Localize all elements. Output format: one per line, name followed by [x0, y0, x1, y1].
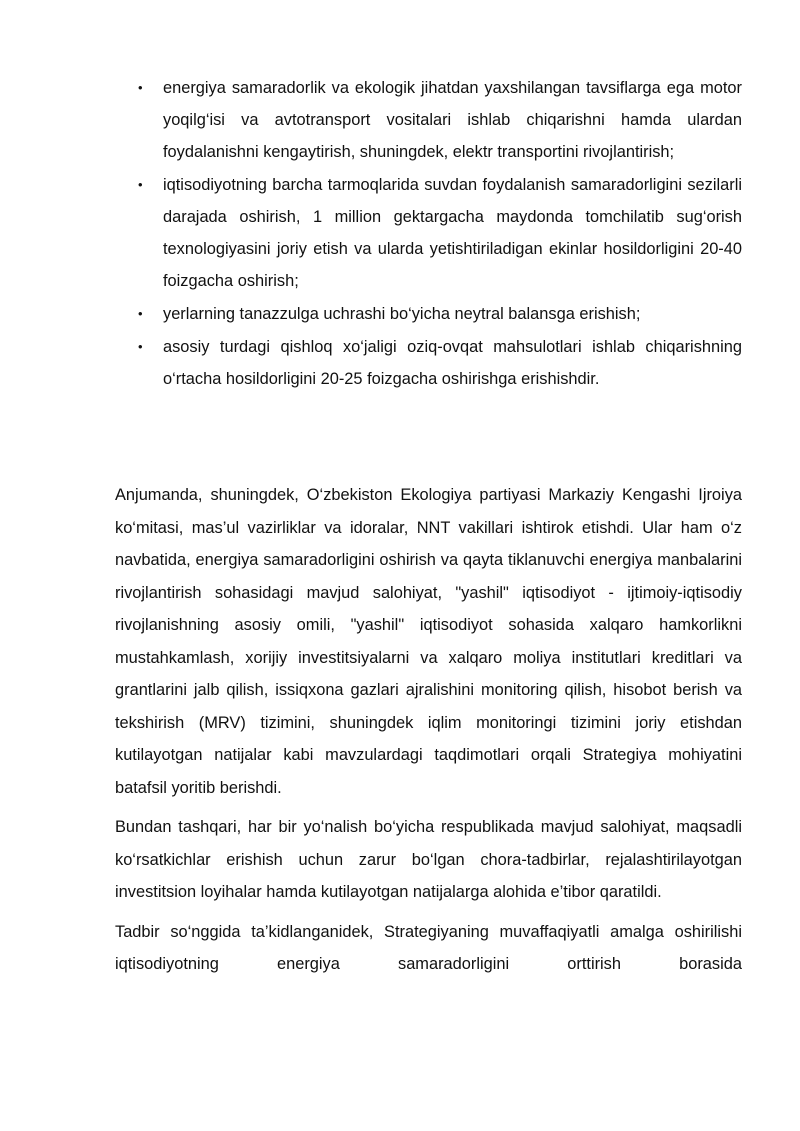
bullet-item [134, 298, 742, 330]
bullet-dot-icon: • [138, 339, 143, 354]
paragraph: Anjumanda, shuningdek, O‘zbekiston Ekologiya partiyasi Markaziy Kengashi Ijroiya ko‘mitasi, mas’ul vazirliklar va idoralar, NNT vakillari ishtirok etishdi. Ular ham o‘z navbatida, energiya samaradorligini oshirish va qayta tiklanuvchi energiya manbalarini rivojlantirish sohasidagi mavjud salohiyat, "yashil" iqtisodiyot - ijtimoiy-iqtisodiy rivojlanishning asosiy omili, "yashil" iqtisodiyot sohasida xalqaro hamkorlikni mustahkamlash, xorijiy investitsiyalarni va xalqaro moliya institutlari kreditlari va grantlarini jalb qilish, issiqxona gazlari ajralishini monitoring qilish, hisobot berish va tekshirish (MRV) tizimini, shuningdek iqlim monitoringi tizimini joriy etishdan kutilayotgan natijalar kabi mavzulardagi taqdimotlari orqali Strategiya mohiyatini batafsil yoritib berishdi. [115, 486, 742, 797]
paragraph: Bundan tashqari, har bir yo‘nalish bo‘yicha respublikada mavjud salohiyat, maqsadli ko‘rsatkichlar erishish uchun zarur bo‘lgan chora-tadbirlar, rejalashtirilayotgan investitsion loyihalar hamda kutilayotgan natijalarga alohida e’tibor qaratildi. [115, 818, 742, 901]
bullet-text: yerlarning tanazzulga uchrashi bo‘yicha neytral balansga erishish; [163, 305, 641, 323]
body-text [115, 479, 742, 988]
bullet-dot-icon: • [138, 80, 143, 95]
paragraph: Tadbir so‘nggida ta’kidlanganidek, Strategiyaning muvaffaqiyatli amalga oshirilishi iqtisodiyotning energiya samaradorligini orttirish borasida [115, 922, 742, 973]
bullet-text: asosiy turdagi qishloq xo‘jaligi oziq-ovqat mahsulotlari ishlab chiqarishning o‘rtacha hosildorligini 20-25 foizgacha oshirishga erishishdir. [163, 338, 742, 388]
bullet-item [134, 72, 742, 168]
bullet-text: iqtisodiyotning barcha tarmoqlarida suvdan foydalanish samaradorligini sezilarli darajada oshirish, 1 million gektargacha maydonda tomchilatib sug‘orish texnologiyasini joriy etish va ularda yetishtiriladigan ekinlar hosildorligini 20-40 foizgacha oshirish; [163, 176, 742, 290]
bullet-text: energiya samaradorlik va ekologik jihatdan yaxshilangan tavsiflarga ega motor yoqilg‘isi va avtotransport vositalari ishlab chiqarishni hamda ulardan foydalanishni kengaytirish, shuningdek, elektr transportini rivojlantirish; [163, 79, 742, 161]
bullet-item [134, 169, 742, 297]
bullet-dot-icon: • [138, 306, 143, 321]
bullet-item [134, 331, 742, 395]
bullet-list [134, 72, 742, 396]
bullet-dot-icon: • [138, 177, 143, 192]
